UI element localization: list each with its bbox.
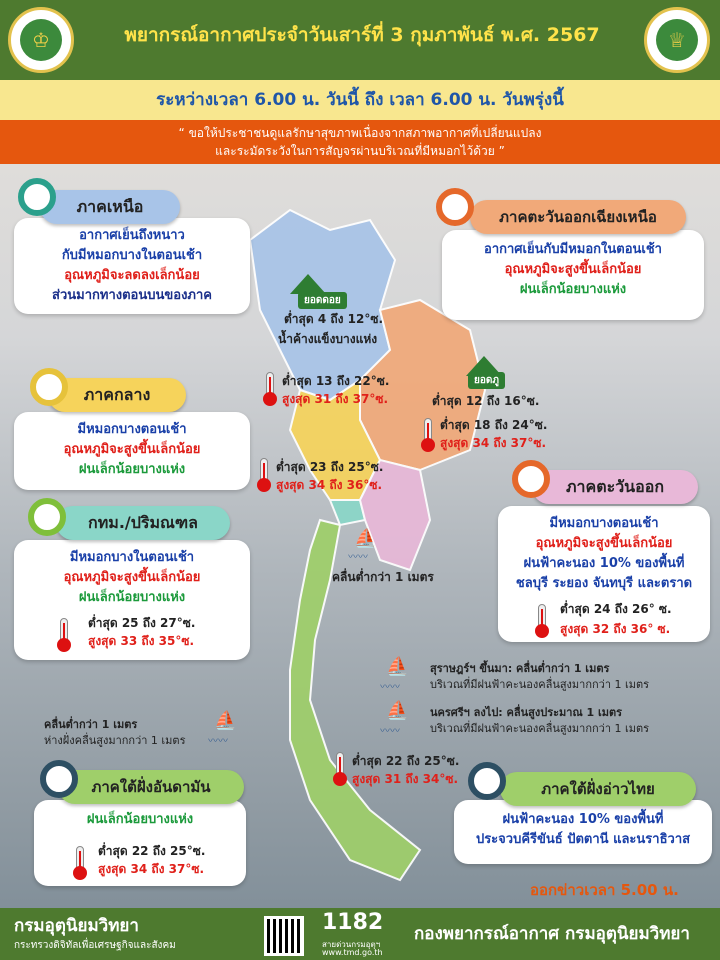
north-card xyxy=(14,218,250,314)
location-pin-icon xyxy=(40,760,78,798)
location-pin-icon xyxy=(30,368,68,406)
central-max: สูงสุด 34 ถึง 36°ซ. xyxy=(276,478,383,492)
surat-wave-note: บริเวณที่มีฝนฟ้าคะนองคลื่นสูงมากกว่า 1 เมตร xyxy=(430,678,650,691)
north-line-4: ส่วนมากทางตอนบนของภาค xyxy=(52,288,212,303)
north-min: ต่ำสุด 13 ถึง 22°ซ. xyxy=(282,374,390,388)
hotline-caption: สายด่วนกรมอุตุฯ xyxy=(322,940,381,949)
andaman-wave-note: ห่างฝั่งคลื่นสูงมากกว่า 1 เมตร xyxy=(44,734,186,747)
qr-code[interactable] xyxy=(264,916,304,956)
central-label: ภาคกลาง xyxy=(48,378,186,412)
nakhon-wave-title: นครศรีฯ ลงไป: คลื่นสูงประมาณ 1 เมตร xyxy=(430,706,623,719)
north-peak-temp: ต่ำสุด 4 ถึง 12°ซ. xyxy=(284,312,384,326)
south-gulf-max: สูงสุด 31 ถึง 34°ซ. xyxy=(352,772,459,786)
bangkok-min: ต่ำสุด 25 ถึง 27°ซ. xyxy=(88,616,196,630)
northeast-min: ต่ำสุด 18 ถึง 24°ซ. xyxy=(440,418,548,432)
south-andaman-max: สูงสุด 34 ถึง 37°ซ. xyxy=(98,862,205,876)
central-line-1: มีหมอกบางตอนเช้า xyxy=(77,422,187,437)
wave-icon: 〰〰 xyxy=(380,726,400,737)
south-gulf-label: ภาคใต้ฝั่งอ่าวไทย xyxy=(500,772,696,806)
east-line-1: มีหมอกบางตอนเช้า xyxy=(549,516,659,531)
andaman-wave-title: คลื่นต่ำกว่า 1 เมตร xyxy=(44,718,138,731)
boat-icon: ⛵ xyxy=(386,700,409,721)
footer-org: กรมอุตุนิยมวิทยา xyxy=(14,916,139,936)
northeast-line-1: อากาศเย็นกับมีหมอกในตอนเช้า xyxy=(484,242,662,257)
advisory-line-1: “ ขอให้ประชาชนดูแลรักษาสุขภาพเนื่องจากสภาพอากาศที่เปลี่ยนแปลง xyxy=(178,126,542,140)
location-pin-icon xyxy=(28,498,66,536)
thermometer-icon xyxy=(266,372,274,402)
bangkok-line-1: มีหมอกบางในตอนเช้า xyxy=(69,550,195,565)
wave-icon: 〰〰 xyxy=(380,682,400,693)
thermometer-icon xyxy=(60,618,68,648)
north-line-2: กับมีหมอกบางในตอนเช้า xyxy=(61,248,203,263)
thermometer-icon xyxy=(336,752,344,782)
northeast-line-3: ฝนเล็กน้อยบางแห่ง xyxy=(519,282,627,297)
location-pin-icon xyxy=(18,178,56,216)
east-max: สูงสุด 32 ถึง 36° ซ. xyxy=(560,622,671,636)
boat-icon: ⛵ xyxy=(214,710,237,731)
time-range-subtitle: ระหว่างเวลา 6.00 น. วันนี้ ถึง เวลา 6.00 น. วันพรุ่งนี้ xyxy=(0,80,720,120)
footer-division: กองพยากรณ์อากาศ กรมอุตุนิยมวิทยา xyxy=(414,924,690,944)
east-line-3: ฝนฟ้าคะนอง 10% ของพื้นที่ xyxy=(523,556,685,571)
north-line-3: อุณหภูมิจะลดลงเล็กน้อย xyxy=(64,268,200,283)
nakhon-wave-note: บริเวณที่มีฝนฟ้าคะนองคลื่นสูงมากกว่า 1 เมตร xyxy=(430,722,650,735)
south-andaman-label: ภาคใต้ฝั่งอันดามัน xyxy=(58,770,244,804)
south-andaman-line-1: ฝนเล็กน้อยบางแห่ง xyxy=(86,812,194,827)
bangkok-region xyxy=(330,500,365,525)
location-pin-icon xyxy=(468,762,506,800)
location-pin-icon xyxy=(512,460,550,498)
south-gulf-min: ต่ำสุด 22 ถึง 25°ซ. xyxy=(352,754,460,768)
south-gulf-card xyxy=(454,800,712,864)
north-peak-label: ยอดดอย xyxy=(298,292,347,309)
location-pin-icon xyxy=(436,188,474,226)
south-gulf-line-2: ประจวบคีรีขันธ์ ปัตตานี และนราธิวาส xyxy=(475,832,691,847)
east-line-4: ชลบุรี ระยอง จันทบุรี และตราด xyxy=(515,576,693,591)
tmd-logo-left: ♔ xyxy=(8,7,74,73)
boat-icon: ⛵ xyxy=(386,656,409,677)
page-title: พยากรณ์อากาศประจำวันเสาร์ที่ 3 กุมภาพันธ์ พ.ศ. 2567 xyxy=(124,24,600,46)
bangkok-max: สูงสุด 33 ถึง 35°ซ. xyxy=(88,634,195,648)
footer-ministry: กระทรวงดิจิทัลเพื่อเศรษฐกิจและสังคม xyxy=(14,940,176,951)
bangkok-label: กทม./ปริมณฑล xyxy=(56,506,230,540)
thermometer-icon xyxy=(538,604,546,634)
surat-wave-title: สุราษฎร์ฯ ขึ้นมา: คลื่นต่ำกว่า 1 เมตร xyxy=(430,662,610,675)
gulf-upper-wave: คลื่นต่ำกว่า 1 เมตร xyxy=(332,570,434,584)
advisory-notice xyxy=(0,120,720,164)
wave-icon: 〰〰 xyxy=(348,552,368,563)
north-peak-note: น้ำค้างแข็งบางแห่ง xyxy=(278,332,378,346)
northeast-label: ภาคตะวันออกเฉียงเหนือ xyxy=(470,200,686,234)
wave-icon: 〰〰 xyxy=(208,736,228,747)
bangkok-line-2: อุณหภูมิจะสูงขึ้นเล็กน้อย xyxy=(63,570,201,585)
northeast-peak-label: ยอดภู xyxy=(468,372,505,389)
thermometer-icon xyxy=(424,418,432,448)
bangkok-line-3: ฝนเล็กน้อยบางแห่ง xyxy=(78,590,186,605)
north-label: ภาคเหนือ xyxy=(40,190,180,224)
east-line-2: อุณหภูมิจะสูงขึ้นเล็กน้อย xyxy=(535,536,673,551)
central-card xyxy=(14,412,250,490)
northeast-card xyxy=(442,230,704,320)
central-line-3: ฝนเล็กน้อยบางแห่ง xyxy=(78,462,186,477)
north-line-1: อากาศเย็นถึงหนาว xyxy=(79,228,185,243)
footer-bar xyxy=(0,908,720,960)
boat-icon: ⛵ xyxy=(354,528,377,549)
website-link[interactable]: www.tmd.go.th xyxy=(322,948,383,957)
northeast-line-2: อุณหภูมิจะสูงขึ้นเล็กน้อย xyxy=(504,262,642,277)
south-andaman-min: ต่ำสุด 22 ถึง 25°ซ. xyxy=(98,844,206,858)
thermometer-icon xyxy=(76,846,84,876)
east-label: ภาคตะวันออก xyxy=(532,470,698,504)
central-min: ต่ำสุด 23 ถึง 25°ซ. xyxy=(276,460,384,474)
north-max: สูงสุด 31 ถึง 37°ซ. xyxy=(282,392,389,406)
mountain-icon xyxy=(290,274,326,294)
thermometer-icon xyxy=(260,458,268,488)
east-min: ต่ำสุด 24 ถึง 26° ซ. xyxy=(560,602,672,616)
hotline-number: 1182 xyxy=(322,910,384,935)
northeast-peak-temp: ต่ำสุด 12 ถึง 16°ซ. xyxy=(432,394,540,408)
issued-time: ออกข่าวเวลา 5.00 น. xyxy=(530,881,679,899)
south-gulf-line-1: ฝนฟ้าคะนอง 10% ของพื้นที่ xyxy=(502,812,664,827)
tmd-logo-right: ♕ xyxy=(644,7,710,73)
advisory-line-2: และระมัดระวังในการสัญจรผ่านบริเวณที่มีหมอกไว้ด้วย ” xyxy=(215,144,505,158)
central-line-2: อุณหภูมิจะสูงขึ้นเล็กน้อย xyxy=(63,442,201,457)
northeast-max: สูงสุด 34 ถึง 37°ซ. xyxy=(440,436,547,450)
